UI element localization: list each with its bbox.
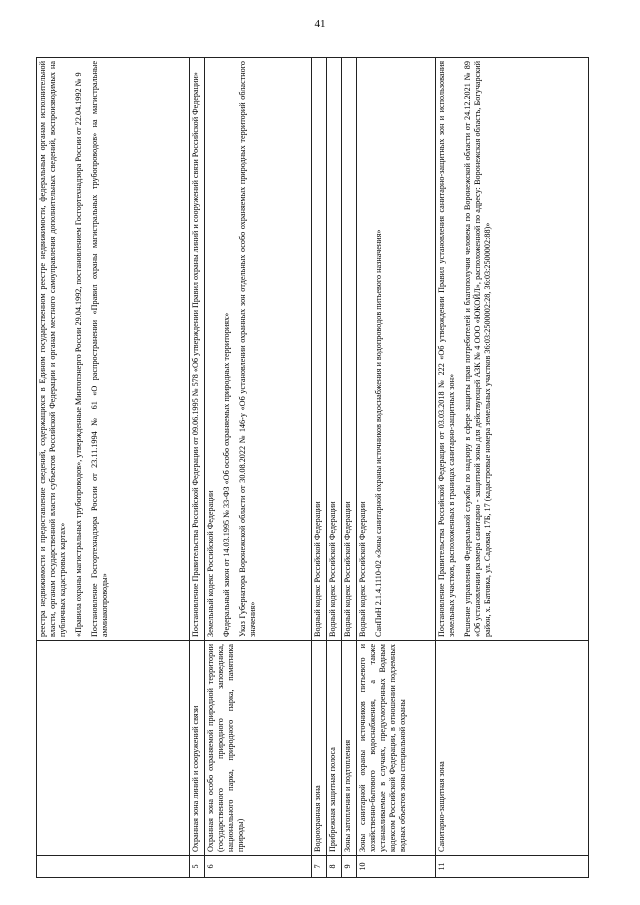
row-number: 9 xyxy=(342,856,357,878)
zone-name: Охранная зона линий и сооружений связи xyxy=(190,641,205,856)
legal-document: Водный кодекс Российской Федерации xyxy=(328,501,337,637)
row-number: 7 xyxy=(312,856,327,878)
legal-document: Земельный кодекс Российской Федерации xyxy=(206,490,215,637)
legal-document: Водный кодекс Российской Федерации xyxy=(313,501,322,637)
zone-name: Водоохранная зона xyxy=(312,641,327,856)
table-row xyxy=(436,58,589,878)
table-row xyxy=(327,58,342,878)
legal-documents xyxy=(342,58,357,641)
row-number: 5 xyxy=(190,856,205,878)
zone-name xyxy=(37,641,190,856)
row-number: 11 xyxy=(436,856,589,878)
legal-document: «Правила охраны магистральных трубопроводов», утвержденные Минтопэнерго России 29.04.1992, постановлением Госгортехнадзора России от 22.04.1992 № 9 xyxy=(74,72,83,637)
table-row xyxy=(37,58,190,878)
legal-document: реестра недвижимости и предоставление сведений, содержащихся в Едином государственном реестре недвижимости, федеральным органам исполнительной власти, органам государственной власти субъектов Российской Федерации и органам местного самоуправления дополнительных сведений, воспроизводимых на публичных кадастровых картах» xyxy=(38,61,67,637)
legal-document: Постановление Правительства Российской Федерации от 03.03.2018 № 222 «Об утверждении Правил установления санитарно-защитных зон и использования земельных участков, расположенных в границах санитарно-защитных зон» xyxy=(437,61,456,637)
legal-document: Федеральный закон от 14.03.1995 № 33-ФЗ «Об особо охраняемых природных территориях» xyxy=(222,312,231,637)
legal-documents xyxy=(190,58,205,641)
rotated-page xyxy=(36,58,596,878)
zones-table xyxy=(36,57,589,878)
rotated-content xyxy=(36,58,596,878)
zone-name: Санитарно-защитная зона xyxy=(436,641,589,856)
legal-documents xyxy=(436,58,589,641)
legal-documents xyxy=(205,58,312,641)
table-row xyxy=(342,58,357,878)
legal-document: СанПиН 2.1.4.1110-02 «Зоны санитарной охраны источников водоснабжения и водопроводов питьевого назначения» xyxy=(374,229,383,637)
table-row xyxy=(357,58,436,878)
table-row xyxy=(190,58,205,878)
page-number: 41 xyxy=(314,18,326,30)
legal-document: Решение управления Федеральной службы по надзору в сфере защиты прав потребителей и благополучия человека по Воронежской области от 24.12.2021 № 89 «Об установлении размера санитарно - защитной зоны для действующей АЗК № 4 ООО «ЮКОЙЛ», расположенной по адресу: Воронежская область, Богучарский район, х. Батовка, ул. Садовая, 17Б, 17 (кадастровые номера земельных участков 36:03:2500002:28, 36:03:2500002:88)» xyxy=(463,61,492,637)
legal-documents xyxy=(357,58,436,641)
row-number: 10 xyxy=(357,856,436,878)
table-row xyxy=(205,58,312,878)
legal-documents xyxy=(327,58,342,641)
table-row xyxy=(312,58,327,878)
legal-document: Указ Губернатора Воронежской области от 30.08.2022 № 146-у «Об установлении охранных зон отдельных особо охраняемых природных территорий областного значения» xyxy=(238,61,257,637)
row-number: 6 xyxy=(205,856,312,878)
zone-name: Зоны затопления и подтопления xyxy=(342,641,357,856)
legal-documents xyxy=(37,58,190,641)
zone-name: Прибрежная защитная полоса xyxy=(327,641,342,856)
zone-name: Охранная зона особо охраняемой природной территории (государственного природного заповедника, национального парка, природного парка, памятника природы) xyxy=(205,641,312,856)
row-number: 8 xyxy=(327,856,342,878)
legal-documents xyxy=(312,58,327,641)
legal-document: Постановление Правительства Российской Федерации от 09.06.1995 № 578 «Об утверждении Правил охраны линий и сооружений связи Российской Федерации» xyxy=(191,72,200,637)
legal-document: Постановление Госгортехнадзора России от 23.11.1994 № 61 «О распространении «Правил охраны магистральных трубопроводов» на магистральные аммиакопроводы» xyxy=(90,61,109,637)
legal-document: Водный кодекс Российской Федерации xyxy=(358,501,367,637)
row-number xyxy=(37,856,190,878)
zone-name: Зоны санитарной охраны источников питьевого и хозяйственно-бытового водоснабжения, а также устанавливаемые в случаях, предусмотренных Водным кодексом Российской Федерации, в отношении подземных водных объектов зоны специальной охраны xyxy=(357,641,436,856)
legal-document: Водный кодекс Российской Федерации xyxy=(343,501,352,637)
